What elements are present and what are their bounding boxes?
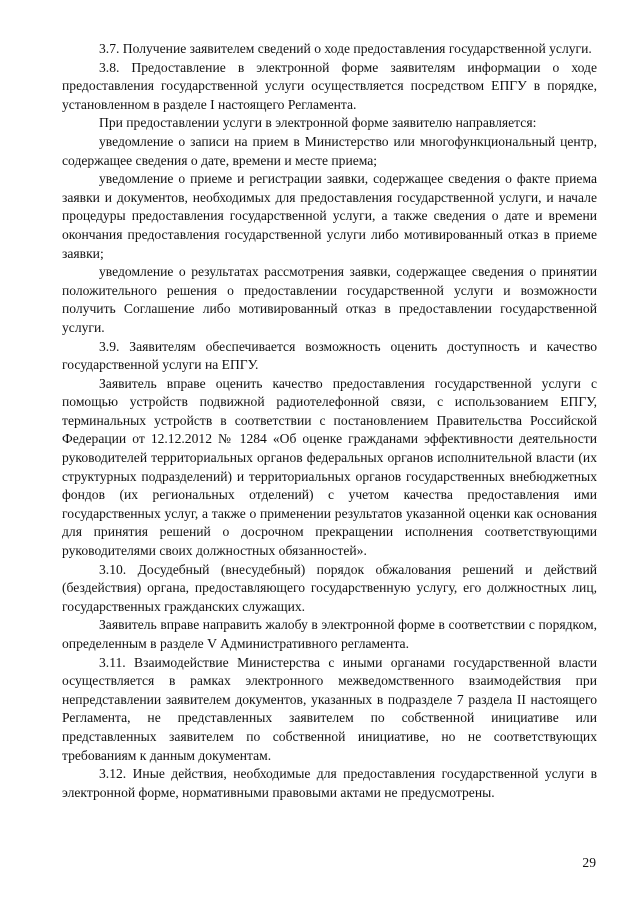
paragraph: 3.11. Взаимодействие Министерства с иными органами государственной власти осуществляется в рамках электронного межведомственного взаимодействия при непредставлении заявителем документов, указанных в подразделе 7 раздела II настоящего Регламента, не представленных заявителем по собственной инициативе или представленных заявителем по собственной инициативе, но не соответствующих требованиям к данным документам. xyxy=(62,654,597,763)
paragraph: 3.9. Заявителям обеспечивается возможность оценить доступность и качество государственной услуги на ЕПГУ. xyxy=(62,338,597,373)
paragraph: Заявитель вправе направить жалобу в электронной форме в соответствии с порядком, определенным в разделе V Административного регламента. xyxy=(62,617,597,651)
paragraph: При предоставлении услуги в электронной форме заявителю направляется: xyxy=(99,115,537,131)
paragraph: Заявитель вправе оценить качество предоставления государственной услуги с помощью устройств подвижной радиотелефонной связи, с использованием ЕПГУ, терминальных устройств в соответствии с постановлением Правительства Российской Федерации от 12.12.2012 № 1284 «Об оценке гражданами эффективности деятельности руководителей территориальных органов федеральных органов исполнительной власти (их структурных подразделений) и территориальных органов государственных внебюджетных фондов (их региональных отделений) с учетом качества предоставления ими государственных услуг, а также о применении результатов указанной оценки как основания для принятия решений о досрочном прекращении исполнения соответствующими руководителями своих должностных обязанностей». xyxy=(62,375,597,559)
paragraph: 3.7. Получение заявителем сведений о ходе предоставления государственной услуги. xyxy=(99,41,592,56)
paragraph: 3.12. Иные действия, необходимые для предоставления государственной услуги в электронной форме, нормативными правовыми актами не предусмотрены. xyxy=(62,766,597,800)
paragraph: 3.10. Досудебный (внесудебный) порядок обжалования решений и действий (бездействия) органа, предоставляющего государственную услугу, его должностных лиц, государственных гражданских служащих. xyxy=(62,561,597,614)
document-body xyxy=(62,40,597,802)
paragraph: уведомление о записи на прием в Министерство или многофункциональный центр, содержащее сведения о дате, времени и месте приема; xyxy=(62,133,597,168)
paragraph: уведомление о приеме и регистрации заявки, содержащее сведения о факте приема заявки и документов, необходимых для предоставления государственной услуги, и начале процедуры предоставления государственной услуги, а также сведения о дате и времени окончания предоставления государственной услуги либо мотивированный отказ в приеме заявки; xyxy=(62,171,597,261)
paragraph: 3.8. Предоставление в электронной форме заявителям информации о ходе предоставления государственной услуги осуществляется посредством ЕПГУ в порядке, установленном в разделе I настоящего Регламента. xyxy=(62,59,597,112)
page-number: 29 xyxy=(582,855,596,870)
paragraph: уведомление о результатах рассмотрения заявки, содержащее сведения о принятии положительного решения о предоставлении государственной услуги и возможности получить Соглашение либо мотивированный отказ в предоставлении государственной услуги. xyxy=(62,264,597,335)
